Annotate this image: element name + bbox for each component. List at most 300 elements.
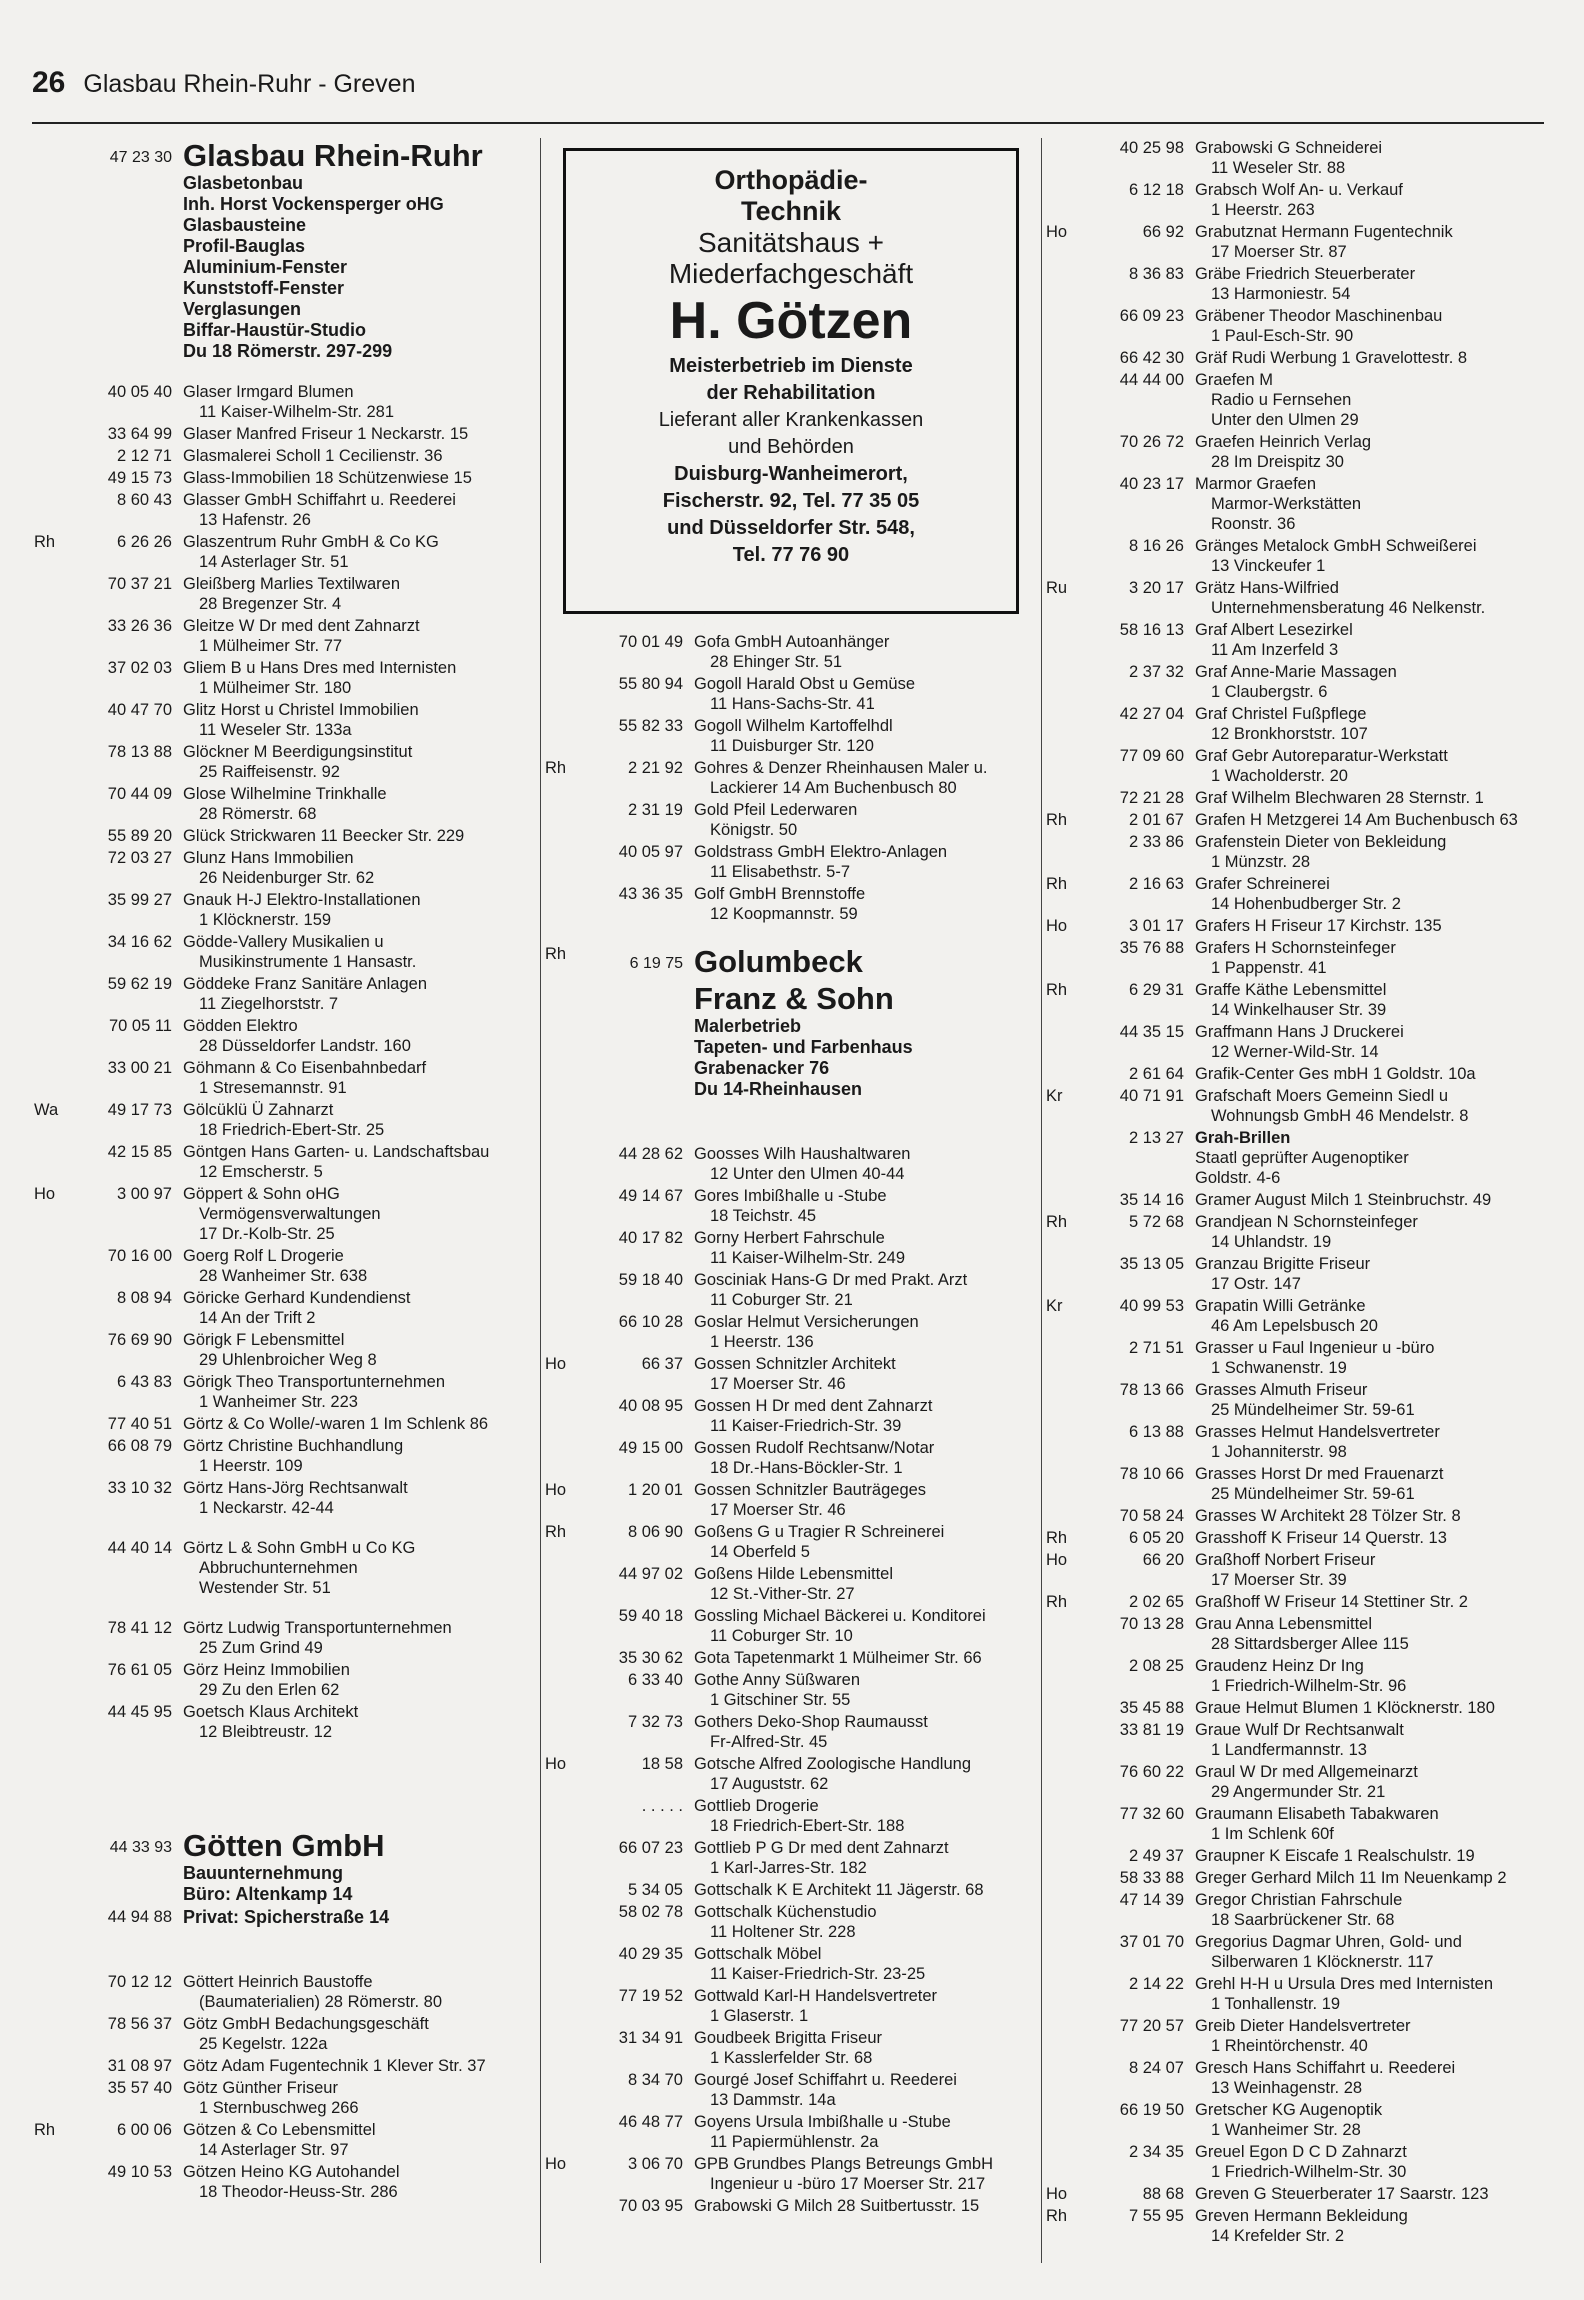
entry-line: Du 18 Römerstr. 297-299 [183, 341, 393, 361]
directory-entry [1046, 1762, 1542, 1802]
entry-line: 17 Dr.-Kolb-Str. 25 [199, 1225, 335, 1243]
entry-text [1195, 180, 1542, 220]
spacer [545, 1102, 1037, 1144]
entry-text [694, 1754, 1037, 1794]
entry-line: Gossen Rudolf Rechtsanw/Notar [694, 1439, 935, 1457]
entry-line: 26 Neidenburger Str. 62 [199, 869, 375, 887]
directory-entry [34, 616, 536, 656]
district-prefix: Rh [1046, 1593, 1068, 1611]
directory-entry [1046, 662, 1542, 702]
phone-number: 44 97 02 [618, 1565, 683, 1583]
district-prefix [34, 2162, 68, 2202]
entry-line: Gräf Rudi Werbung 1 Gravelottestr. 8 [1195, 349, 1468, 367]
entry-text [1195, 980, 1542, 1020]
entry-line: Grabowski G Schneiderei [1195, 139, 1383, 157]
phone-number: 6 12 18 [1128, 181, 1184, 199]
entry-line: Gottschalk Küchenstudio [694, 1903, 877, 1921]
phone-number: 66 10 28 [618, 1313, 683, 1331]
district-prefix: Rh [545, 759, 567, 777]
phone-number: 2 02 65 [1128, 1593, 1184, 1611]
entry-text [694, 1606, 1037, 1646]
phone-number: 2 49 37 [1128, 1847, 1184, 1865]
entry-text [1195, 1212, 1542, 1252]
entry-line: Göntgen Hans Garten- u. Landschaftsbau [183, 1143, 490, 1161]
entry-line: Greven Hermann Bekleidung [1195, 2207, 1408, 2225]
district-prefix: Rh [1046, 875, 1068, 893]
district-prefix: Rh [1046, 2207, 1068, 2225]
directory-entry [1046, 810, 1542, 830]
entry-line: 14 Asterlager Str. 97 [199, 2141, 349, 2159]
business-name: Franz & Sohn [694, 981, 894, 1016]
entry-text [694, 2112, 1037, 2152]
entry-text [183, 1184, 536, 1244]
directory-entry [1046, 1528, 1542, 1548]
entry-line: Göddeke Franz Sanitäre Anlagen [183, 975, 427, 993]
entry-line: GPB Grundbes Plangs Betreungs GmbH [694, 2155, 993, 2173]
directory-entry [34, 382, 536, 422]
entry-line: 18 Teichstr. 45 [710, 1207, 817, 1225]
phone-number: 42 27 04 [1119, 705, 1184, 723]
entry-line: Wohnungsb GmbH 46 Mendelstr. 8 [1211, 1107, 1469, 1125]
entry-text [1195, 1614, 1542, 1654]
district-prefix [1046, 1698, 1080, 1718]
phone-number: 44 33 93 [109, 1839, 172, 1856]
entry-line: (Baumaterialien) 28 Römerstr. 80 [199, 1993, 443, 2011]
entry-line: Göricke Gerhard Kundendienst [183, 1289, 411, 1307]
entry-text [183, 1330, 536, 1370]
entry-line: 1 Rheintörchenstr. 40 [1211, 2037, 1368, 2055]
entry-text [694, 674, 1037, 714]
directory-entry [1046, 1022, 1542, 1062]
phone-number: 78 10 66 [1119, 1465, 1184, 1483]
phone-number: 66 42 30 [1119, 349, 1184, 367]
phone-number: 70 13 28 [1119, 1615, 1184, 1633]
business-name: Götten GmbH [183, 1828, 385, 1863]
entry-text [183, 138, 536, 362]
entry-text [183, 2014, 536, 2054]
spacer [34, 1600, 536, 1618]
phone-number: 49 15 73 [107, 469, 172, 487]
phone-number: 2 61 64 [1128, 1065, 1184, 1083]
phone-number: 58 02 78 [618, 1903, 683, 1921]
phone-number: 35 45 88 [1119, 1699, 1184, 1717]
district-prefix [34, 2056, 68, 2076]
directory-entry [545, 1144, 1037, 1184]
directory-entry [34, 826, 536, 846]
entry-text [694, 1438, 1037, 1478]
phone-number [579, 981, 694, 1100]
entry-line: Görtz Christine Buchhandlung [183, 1437, 404, 1455]
entry-line: 18 Theodor-Heuss-Str. 286 [199, 2183, 398, 2201]
district-prefix [1046, 1890, 1080, 1930]
entry-line: Graue Wulf Dr Rechtsanwalt [1195, 1721, 1404, 1739]
directory-entry [1046, 1550, 1542, 1590]
district-prefix [1046, 1464, 1080, 1504]
directory-entry [545, 884, 1037, 924]
district-prefix [545, 1670, 579, 1710]
entry-line: Grasses W Architekt 28 Tölzer Str. 8 [1195, 1507, 1461, 1525]
district-prefix [545, 716, 579, 756]
phone-number: 66 19 50 [1119, 2101, 1184, 2119]
phone-number: 2 16 63 [1128, 875, 1184, 893]
entry-line: 1 Heerstr. 263 [1211, 201, 1315, 219]
entry-line: Grafschaft Moers Gemeinn Siedl u [1195, 1087, 1449, 1105]
district-prefix: Ho [1046, 223, 1068, 241]
district-prefix [545, 1648, 579, 1668]
district-prefix [1046, 704, 1080, 744]
entry-line: Gottlieb Drogerie [694, 1797, 819, 1815]
directory-entry [545, 1670, 1037, 1710]
entry-line: 17 Moerser Str. 39 [1211, 1571, 1347, 1589]
directory-entry [1046, 138, 1542, 178]
phone-number: 2 12 71 [116, 447, 172, 465]
entry-text [183, 1702, 536, 1742]
phone-number: 8 60 43 [116, 491, 172, 509]
entry-line: 1 Neckarstr. 42-44 [199, 1499, 334, 1517]
entry-text [1195, 746, 1542, 786]
ad-line: und Düsseldorfer Str. 548, [667, 517, 915, 539]
directory-entry [1046, 1064, 1542, 1084]
district-prefix [1046, 1128, 1080, 1188]
entry-text [183, 1660, 536, 1700]
entry-line: 11 Hans-Sachs-Str. 41 [710, 695, 875, 713]
district-prefix [34, 1660, 68, 1700]
entry-line: Gossen Schnitzler Architekt [694, 1355, 896, 1373]
entry-text [694, 1144, 1037, 1184]
entry-text [1195, 536, 1542, 576]
entry-line: Fr-Alfred-Str. 45 [710, 1733, 828, 1751]
directory-entry [34, 1907, 536, 1928]
entry-line: 1 Mülheimer Str. 180 [199, 679, 352, 697]
district-prefix [34, 1330, 68, 1370]
entry-line: Gödden Elektro [183, 1017, 298, 1035]
phone-number: 6 43 83 [116, 1373, 172, 1391]
directory-entry [545, 674, 1037, 714]
district-prefix [1046, 1720, 1080, 1760]
phone-number: 2 31 19 [627, 801, 683, 819]
phone-number: 76 69 90 [107, 1331, 172, 1349]
phone-number: 59 18 40 [618, 1271, 683, 1289]
entry-line: 1 Johanniterstr. 98 [1211, 1443, 1347, 1461]
district-prefix [545, 1606, 579, 1646]
phone-number: 35 14 16 [1119, 1191, 1184, 1209]
phone-number: 49 14 67 [618, 1187, 683, 1205]
entry-line: 11 Kaiser-Wilhelm-Str. 281 [199, 403, 395, 421]
phone-number: 78 13 88 [107, 743, 172, 761]
entry-text [183, 1972, 536, 2012]
entry-text [694, 1838, 1037, 1878]
district-prefix [545, 1396, 579, 1436]
phone-number: 40 99 53 [1119, 1297, 1184, 1315]
directory-entry [1046, 2184, 1542, 2204]
entry-line: Gossen Schnitzler Bauträgeges [694, 1481, 927, 1499]
entry-text [1195, 348, 1542, 368]
entry-text [694, 1186, 1037, 1226]
district-prefix [1046, 2100, 1080, 2140]
directory-entry [1046, 1506, 1542, 1526]
directory-entry [34, 446, 536, 466]
phone-number: 70 01 49 [618, 633, 683, 651]
entry-text [1195, 1528, 1542, 1548]
entry-text [183, 1907, 536, 1928]
entry-text [1195, 704, 1542, 744]
entry-line: 11 Coburger Str. 10 [710, 1627, 853, 1645]
directory-entry [545, 2028, 1037, 2068]
entry-line: Grabsch Wolf An- u. Verkauf [1195, 181, 1403, 199]
district-prefix [34, 1478, 68, 1518]
spacer [34, 1520, 536, 1538]
entry-line: Götzen & Co Lebensmittel [183, 2121, 376, 2139]
entry-line: 28 Bregenzer Str. 4 [199, 595, 342, 613]
entry-line: 17 Ostr. 147 [1211, 1275, 1301, 1293]
entry-text [1195, 874, 1542, 914]
phone-number: 44 28 62 [618, 1145, 683, 1163]
page-number: 26 [32, 66, 66, 99]
directory-entry [545, 1354, 1037, 1394]
district-prefix [1046, 180, 1080, 220]
entry-line: Unter den Ulmen 29 [1211, 411, 1359, 429]
district-prefix [1046, 2016, 1080, 2056]
district-prefix [545, 2112, 579, 2152]
directory-entry [34, 784, 536, 824]
entry-line: Görigk Theo Transportunternehmen [183, 1373, 446, 1391]
directory-entry [545, 800, 1037, 840]
district-prefix [1046, 788, 1080, 808]
entry-line: Grapatin Willi Getränke [1195, 1297, 1366, 1315]
phone-number: 40 17 82 [618, 1229, 683, 1247]
entry-text [183, 1058, 536, 1098]
entry-text [183, 742, 536, 782]
entry-text [183, 2120, 536, 2160]
directory-entry [545, 1186, 1037, 1226]
phone-number: 77 32 60 [1119, 1805, 1184, 1823]
district-prefix [545, 884, 579, 924]
entry-text [183, 1478, 536, 1518]
entry-text [1195, 788, 1542, 808]
district-prefix [545, 2196, 579, 2216]
phone-number: 46 48 77 [618, 2113, 683, 2131]
entry-line: Unternehmensberatung 46 Nelkenstr. [1211, 599, 1486, 617]
entry-line: Göppert & Sohn oHG [183, 1185, 340, 1203]
spacer [34, 1786, 536, 1828]
district-prefix [34, 1702, 68, 1742]
entry-line: 11 Kaiser-Wilhelm-Str. 249 [710, 1249, 906, 1267]
directory-entry [1046, 620, 1542, 660]
directory-entry [545, 1522, 1037, 1562]
entry-line: 1 Klöcknerstr. 159 [199, 911, 332, 929]
phone-number: 40 05 97 [618, 843, 683, 861]
entry-line: 1 Friedrich-Wilhelm-Str. 30 [1211, 2163, 1407, 2181]
entry-text [1195, 1804, 1542, 1844]
district-prefix [34, 1538, 68, 1598]
entry-text [183, 1100, 536, 1140]
entry-line: Grasser u Faul Ingenieur u -büro [1195, 1339, 1435, 1357]
entry-text [1195, 662, 1542, 702]
entry-text [1195, 1762, 1542, 1802]
entry-line: Goslar Helmut Versicherungen [694, 1313, 919, 1331]
directory-entry [1046, 916, 1542, 936]
district-prefix [34, 1016, 68, 1056]
entry-text [183, 1288, 536, 1328]
phone-number: 3 01 17 [1128, 917, 1184, 935]
directory-entry [34, 424, 536, 444]
entry-text [1195, 138, 1542, 178]
phone-number: 40 23 17 [1119, 475, 1184, 493]
phone-number: 44 94 88 [107, 1908, 172, 1926]
business-name: Glasbau Rhein-Ruhr [183, 138, 483, 173]
entry-line: 25 Kegelstr. 122a [199, 2035, 328, 2053]
directory-entry [34, 890, 536, 930]
entry-line: Gores Imbißhalle u -Stube [694, 1187, 887, 1205]
phone-number: 78 41 12 [107, 1619, 172, 1637]
entry-text [694, 944, 1037, 979]
entry-line: 12 Emscherstr. 5 [199, 1163, 323, 1181]
directory-entry [34, 1058, 536, 1098]
entry-line: Glasmalerei Scholl 1 Cecilienstr. 36 [183, 447, 443, 465]
directory-entry [545, 2112, 1037, 2152]
entry-line: 11 Kaiser-Friedrich-Str. 39 [710, 1417, 902, 1435]
entry-line: Roonstr. 36 [1211, 515, 1296, 533]
phone-number: 8 36 83 [1128, 265, 1184, 283]
entry-line: Goßens G u Tragier R Schreinerei [694, 1523, 945, 1541]
phone-number: 70 16 00 [107, 1247, 172, 1265]
entry-text [1195, 2184, 1542, 2204]
district-prefix [1046, 938, 1080, 978]
district-prefix [34, 890, 68, 930]
phone-number: 3 20 17 [1128, 579, 1184, 597]
district-prefix [34, 974, 68, 1014]
directory-entry [1046, 1614, 1542, 1654]
entry-line: Glasser GmbH Schiffahrt u. Reederei [183, 491, 456, 509]
entry-text [1195, 1506, 1542, 1526]
phone-number: 44 40 14 [107, 1539, 172, 1557]
entry-line: Gogoll Harald Obst u Gemüse [694, 675, 916, 693]
entry-line: 25 Zum Grind 49 [199, 1639, 323, 1657]
entry-line: Gorny Herbert Fahrschule [694, 1229, 885, 1247]
entry-line: Gleitze W Dr med dent Zahnarzt [183, 617, 420, 635]
entry-line: Grasses Almuth Friseur [1195, 1381, 1368, 1399]
district-prefix [34, 784, 68, 824]
entry-line: Grasses Helmut Handelsvertreter [1195, 1423, 1440, 1441]
entry-text [694, 884, 1037, 924]
district-prefix [545, 1270, 579, 1310]
directory-entry [34, 1436, 536, 1476]
phone-number: 1 20 01 [627, 1481, 683, 1499]
entry-text [183, 2162, 536, 2202]
page-title: Glasbau Rhein-Ruhr - Greven [83, 70, 416, 98]
phone-number: 40 29 35 [618, 1945, 683, 1963]
entry-line: Graßhoff Norbert Friseur [1195, 1551, 1376, 1569]
phone-number: 2 71 51 [1128, 1339, 1184, 1357]
entry-line: Gölcüklü Ü Zahnarzt [183, 1101, 334, 1119]
entry-text [183, 382, 536, 422]
entry-line: Tapeten- und Farbenhaus [694, 1037, 913, 1057]
entry-text [1195, 1868, 1542, 1888]
directory-entry [545, 1838, 1037, 1878]
entry-line: 11 Weseler Str. 133a [199, 721, 352, 739]
district-prefix [1046, 264, 1080, 304]
entry-text [1195, 1380, 1542, 1420]
business-name: Golumbeck [694, 944, 863, 979]
district-prefix [1046, 662, 1080, 702]
entry-line: Gresch Hans Schiffahrt u. Reederei [1195, 2059, 1456, 2077]
entry-text [694, 800, 1037, 840]
entry-line: 13 Dammstr. 14a [710, 2091, 836, 2109]
entry-line: Goßens Hilde Lebensmittel [694, 1565, 894, 1583]
district-prefix [545, 674, 579, 714]
directory-entry [1046, 2142, 1542, 2182]
district-prefix [545, 1796, 579, 1836]
district-prefix: Ho [34, 1185, 56, 1203]
entry-line: Graul W Dr med Allgemeinarzt [1195, 1763, 1418, 1781]
entry-text [1195, 1656, 1542, 1696]
entry-line: Gothe Anny Süßwaren [694, 1671, 861, 1689]
entry-line: 28 Ehinger Str. 51 [710, 653, 843, 671]
entry-line: Büro: Altenkamp 14 [183, 1884, 353, 1904]
entry-line: Grasses Horst Dr med Frauenarzt [1195, 1465, 1444, 1483]
directory-entry [545, 1564, 1037, 1604]
entry-line: 1 Glaserstr. 1 [710, 2007, 809, 2025]
district-prefix: Wa [34, 1101, 59, 1119]
entry-line: 1 Im Schlenk 60f [1211, 1825, 1334, 1843]
phone-number: 78 56 37 [107, 2015, 172, 2033]
directory-entry [34, 932, 536, 972]
district-prefix [1046, 348, 1080, 368]
entry-line: Gliem B u Hans Dres med Internisten [183, 659, 457, 677]
entry-text [1195, 2058, 1542, 2098]
entry-text [694, 1312, 1037, 1352]
ad-line: Sanitätshaus + [697, 227, 885, 258]
directory-entry [1046, 2016, 1542, 2056]
district-prefix [1046, 1338, 1080, 1378]
district-prefix [545, 1438, 579, 1478]
entry-line: 1 Gitschiner Str. 55 [710, 1691, 851, 1709]
entry-text [183, 974, 536, 1014]
district-prefix: Rh [34, 2121, 56, 2139]
entry-line: 1 Mülheimer Str. 77 [199, 637, 343, 655]
district-prefix: Ho [545, 1481, 567, 1499]
directory-entry [1046, 788, 1542, 808]
directory-entry [1046, 264, 1542, 304]
entry-line: 1 Friedrich-Wilhelm-Str. 96 [1211, 1677, 1407, 1695]
directory-column-2-list [545, 632, 1037, 2216]
entry-line: Graumann Elisabeth Tabakwaren [1195, 1805, 1439, 1823]
entry-line: Lackierer 14 Am Buchenbusch 80 [710, 779, 957, 797]
entry-text [694, 1670, 1037, 1710]
entry-line: Greuel Egon D C D Zahnarzt [1195, 2143, 1407, 2161]
phone-number: 6 19 75 [629, 955, 683, 972]
spacer [545, 926, 1037, 944]
district-prefix [545, 632, 579, 672]
entry-line: Graffe Käthe Lebensmittel [1195, 981, 1387, 999]
entry-line: Götz Günther Friseur [183, 2079, 338, 2097]
entry-line: 1 Paul-Esch-Str. 90 [1211, 327, 1354, 345]
district-prefix [545, 800, 579, 840]
directory-entry [545, 1270, 1037, 1310]
directory-entry [1046, 1338, 1542, 1378]
district-prefix [545, 842, 579, 882]
entry-line: Götzen Heino KG Autohandel [183, 2163, 400, 2181]
directory-column-3 [1046, 138, 1542, 2263]
entry-line: 18 Friedrich-Ebert-Str. 188 [710, 1817, 905, 1835]
entry-line: Gottwald Karl-H Handelsvertreter [694, 1987, 938, 2005]
entry-line: Gräbe Friedrich Steuerberater [1195, 265, 1416, 283]
entry-line: 12 Werner-Wild-Str. 14 [1211, 1043, 1379, 1061]
entry-line: Gregorius Dagmar Uhren, Gold- und [1195, 1933, 1462, 1951]
district-prefix [1046, 1614, 1080, 1654]
entry-line: 1 Wanheimer Str. 28 [1211, 2121, 1361, 2139]
entry-line: Grabutznat Hermann Fugentechnik [1195, 223, 1453, 241]
